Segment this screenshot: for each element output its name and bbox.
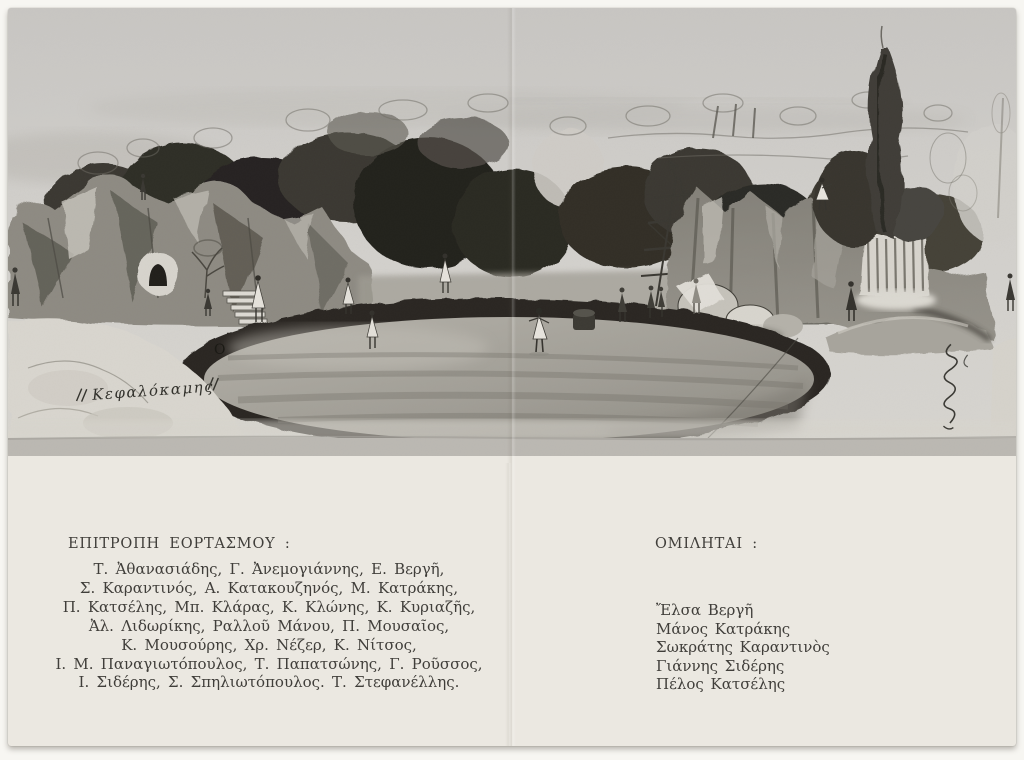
committee-heading: ΕΠΙΤΡΟΠΗ ΕΟΡΤΑΣΜΟΥ : [68, 536, 291, 552]
committee-line: Π. Κατσέλης, Μπ. Κλάρας, Κ. Κλώνης, Κ. Κυριαζῆς, [62, 597, 476, 616]
speaker-name: Πέλος Κατσέλης [656, 675, 786, 694]
committee-name-list [48, 560, 490, 692]
committee-line: Ι. Σιδέρης, Σ. Σπηλιωτόπουλος. Τ. Στεφανέλλης. [78, 673, 460, 692]
speaker-name: Ἔλσα Βεργῆ [656, 601, 754, 619]
committee-line: Ι. Μ. Παναγιωτόπουλος, Τ. Παπατσώνης, Γ. Ροῦσσος, [55, 654, 483, 673]
committee-line: Κ. Μουσούρης, Χρ. Νέζερ, Κ. Νίτσος, [121, 635, 417, 654]
speaker-name: Μάνος Κατράκης [656, 619, 791, 638]
committee-line: Σ. Καραντινός, Α. Κατακουζηνός, Μ. Κατράκης, [79, 578, 459, 597]
stage-design-illustration [8, 8, 1016, 456]
speaker-name: Γιάννης Σιδέρης [656, 656, 785, 675]
speakers-heading: ΟΜΙΛΗΤΑΙ : [655, 536, 758, 552]
committee-line: Τ. Ἀθανασιάδης, Γ. Ἀνεμογιάννης, Ε. Βεργῆ, [93, 560, 445, 578]
program-page [8, 8, 1016, 746]
center-fold-crease-lower [505, 463, 512, 746]
speaker-name: Σωκράτης Καραντινὸς [656, 638, 830, 657]
committee-line: Ἀλ. Λιδωρίκης, Ραλλοῦ Μάνου, Π. Μουσαῖος, [88, 616, 450, 635]
print-grain-overlay [8, 8, 1016, 456]
speakers-name-list [656, 601, 830, 694]
